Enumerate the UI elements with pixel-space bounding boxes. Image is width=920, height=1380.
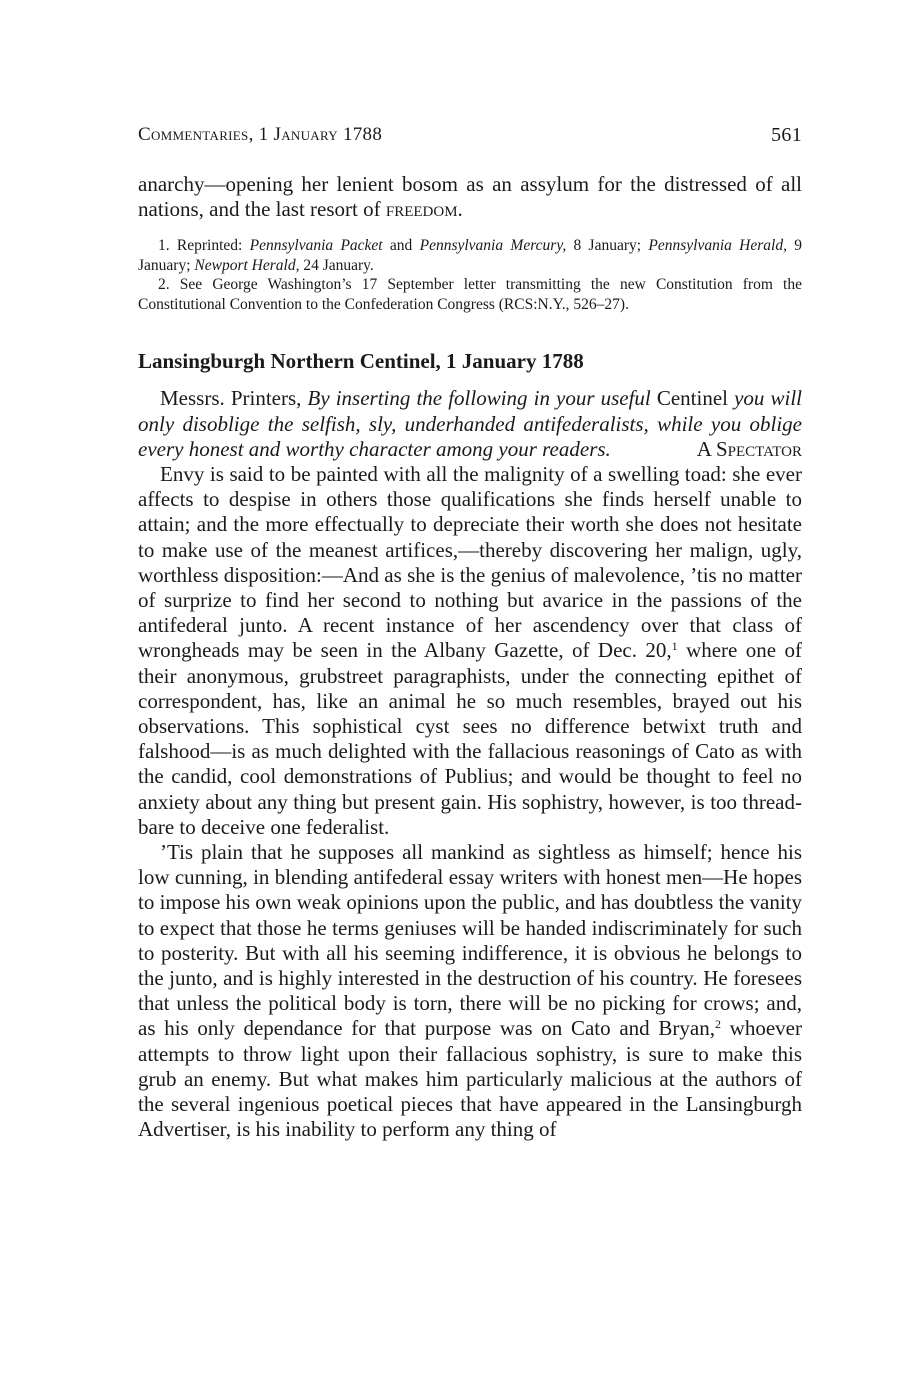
footnote-1-text: 9 January; — [138, 237, 803, 274]
signature: A Spectator — [696, 436, 802, 461]
footnote-1-paper: Pennsylvania Mercury, — [419, 237, 567, 255]
carryover-paragraph — [138, 172, 802, 222]
intro-italic: By inserting the following in your useful — [307, 386, 651, 411]
footnotes — [138, 236, 802, 314]
footnote-1-text: 24 January. — [299, 256, 374, 274]
intro-italic: you will only disoblige the selfish, sly, underhanded antifederalists, while you oblige every honest and worthy character among your readers. — [138, 386, 803, 461]
intro-text: Centinel — [650, 386, 735, 411]
footnote-1-paper: Pennsylvania Herald, — [648, 237, 787, 255]
intro-text: Messrs. Printers, — [160, 386, 308, 411]
footnote-ref-1: 1 — [671, 639, 678, 654]
freedom-word: freedom. — [385, 197, 463, 222]
footnote-1-paper: Newport Herald, — [194, 256, 300, 274]
footnote-ref-2: 2 — [714, 1017, 721, 1032]
footnote-1-paper: Pennsylvania Packet — [249, 237, 383, 255]
paragraph-1-text: Envy is said to be painted with all the malignity of a swelling toad: she ever affects to despise in others those qualifications she finds herself unable to attain; and the more effectually to depreciate their worth she does not hesitate to make use of the meanest artifices,—thereby discovering her malign, ugly, worthless disposition:—And as she is the genius of malevolence, ’tis no matter of surprize to find her second to nothing but avarice in the passions of the antifederal junto. A recent instance of her ascendency over that class of wrongheads may be seen in the Albany Gazette, of Dec. 20, — [138, 462, 802, 663]
paragraph-2-text: whoever attempts to throw light upon their fallacious sophistry, is sure to make this grub an enemy. But what makes him particularly malicious at the authors of the several ingenious poetical pieces that have appeared in the Lansingburgh Advertiser, is his inability to perform any thing of — [138, 1016, 802, 1142]
article-intro — [138, 386, 802, 462]
footnote-1-text: 8 January; — [566, 237, 649, 255]
paragraph-2-text: ’Tis plain that he supposes all mankind as sightless as himself; hence his low cunning, in blending antifederal essay writers with honest men—He hopes to impose his own weak opinions upon the public, and has doubtless the vanity to expect that those he terms geniuses will be handed indiscriminately for such to posterity. But with all his seeming indifference, it is obvious he belongs to the junto, and is highly interested in the destruction of his country. He foresees that unless the political body is torn, there will be no picking for crows; and, as his only dependance for that purpose was on Cato and Bryan, — [138, 840, 802, 1041]
paragraph-1-text: where one of their anonymous, grubstreet paragraphists, under the connecting epithet of correspondent, has, like an animal he so much resembles, brayed out his observations. This sophistical cyst sees no difference betwixt truth and falshood—is as much delighted with the fallacious reasonings of Cato as with the candid, cool demonstrations of Publius; and would be thought to feel no anxiety about any thing but present gain. His sophistry, however, is too thread-bare to deceive one federalist. — [138, 638, 802, 839]
running-head-title: Commentaries, 1 January 1788 — [138, 124, 383, 145]
article-heading: Lansingburgh Northern Centinel, 1 January 1788 — [138, 349, 584, 374]
carryover-text: anarchy—opening her lenient bosom as an assylum for the distressed of all nations, and the last resort of — [138, 172, 802, 222]
running-head — [138, 124, 802, 146]
page-body — [138, 172, 802, 1143]
footnote-1-text: 1. Reprinted: — [158, 237, 250, 255]
footnote-2: 2. See George Washington’s 17 September letter transmitting the new Constitution from the Constitutional Convention to the Confederation Congress (RCS:N.Y., 526–27). — [138, 276, 802, 313]
footnote-1-text: and — [382, 237, 420, 255]
article-paragraph-2 — [138, 840, 802, 1142]
footnote-1 — [138, 236, 802, 275]
article-paragraph-1 — [138, 462, 802, 840]
page-number: 561 — [771, 124, 802, 146]
